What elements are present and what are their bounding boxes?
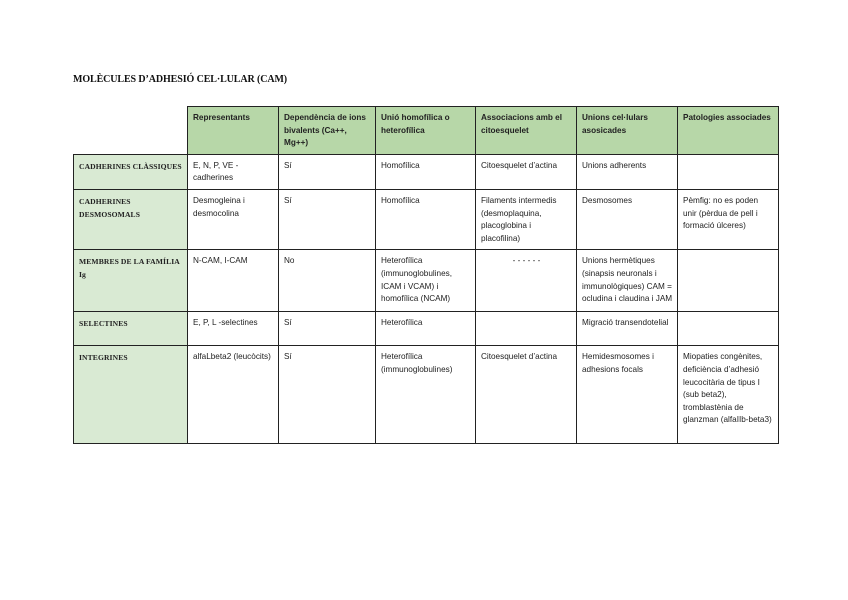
cell-representants: E, P, L -selectines	[188, 312, 279, 346]
cell-dependencia: Sí	[279, 312, 376, 346]
header-corner	[74, 107, 188, 155]
cell-associacions: - - - - - -	[476, 250, 577, 312]
cell-associacions: Filaments intermedis (desmoplaquina, placoglobina i placofilina)	[476, 189, 577, 249]
cell-unio: Heterofílica	[376, 312, 476, 346]
cell-unio: Homofílica	[376, 154, 476, 189]
cell-patologies: Pèmfig: no es poden unir (pèrdua de pell i formació úlceres)	[678, 189, 779, 249]
header-row	[74, 107, 779, 155]
table-row	[74, 189, 779, 249]
cell-representants: N-CAM, I-CAM	[188, 250, 279, 312]
header-unions: Unions cel·lulars asosicades	[577, 107, 678, 155]
cell-dependencia: No	[279, 250, 376, 312]
cell-patologies	[678, 312, 779, 346]
cell-representants: E, N, P, VE -cadherines	[188, 154, 279, 189]
cell-patologies: Miopaties congènites, deficiència d’adhesió leucocitària de tipus I (sub beta2), tromblastènia de glanzman (alfaIIb-beta3)	[678, 346, 779, 444]
cell-representants: alfaLbeta2 (leucòcits)	[188, 346, 279, 444]
cell-unions: Desmosomes	[577, 189, 678, 249]
document-title: MOLÈCULES D’ADHESIÓ CEL·LULAR (CAM)	[73, 74, 288, 85]
cell-dependencia: Sí	[279, 346, 376, 444]
table-row	[74, 250, 779, 312]
row-name: INTEGRINES	[74, 346, 188, 444]
cell-patologies	[678, 154, 779, 189]
header-associacions: Associacions amb el citoesquelet	[476, 107, 577, 155]
cell-unions: Migració transendotelial	[577, 312, 678, 346]
cam-table	[73, 106, 779, 444]
cell-unions: Unions adherents	[577, 154, 678, 189]
cell-associacions	[476, 312, 577, 346]
row-name: CADHERINES CLÀSSIQUES	[74, 154, 188, 189]
cell-unions: Unions hermètiques (sinapsis neuronals i immunològiques) CAM = ocludina i claudina i JAM	[577, 250, 678, 312]
cell-patologies	[678, 250, 779, 312]
row-name: SELECTINES	[74, 312, 188, 346]
row-name: CADHERINES DESMOSOMALS	[74, 189, 188, 249]
cell-dependencia: Sí	[279, 189, 376, 249]
cell-unio: Heterofílica (immunoglobulines)	[376, 346, 476, 444]
header-dependencia-ions: Dependència de ions bivalents (Ca++, Mg++)	[279, 107, 376, 155]
cell-associacions: Citoesquelet d’actina	[476, 154, 577, 189]
header-patologies: Patologies associades	[678, 107, 779, 155]
cell-dependencia: Sí	[279, 154, 376, 189]
cell-unio: Homofílica	[376, 189, 476, 249]
header-unio: Unió homofílica o heterofílica	[376, 107, 476, 155]
row-name: MEMBRES DE LA FAMÍLIA Ig	[74, 250, 188, 312]
cell-unions: Hemidesmosomes i adhesions focals	[577, 346, 678, 444]
table-row	[74, 154, 779, 189]
header-representants: Representants	[188, 107, 279, 155]
table-row	[74, 312, 779, 346]
cell-representants: Desmogleina i desmocolina	[188, 189, 279, 249]
table-row	[74, 346, 779, 444]
cell-unio: Heterofílica (immunoglobulines, ICAM i VCAM) i homofílica (NCAM)	[376, 250, 476, 312]
cell-associacions: Citoesquelet d’actina	[476, 346, 577, 444]
